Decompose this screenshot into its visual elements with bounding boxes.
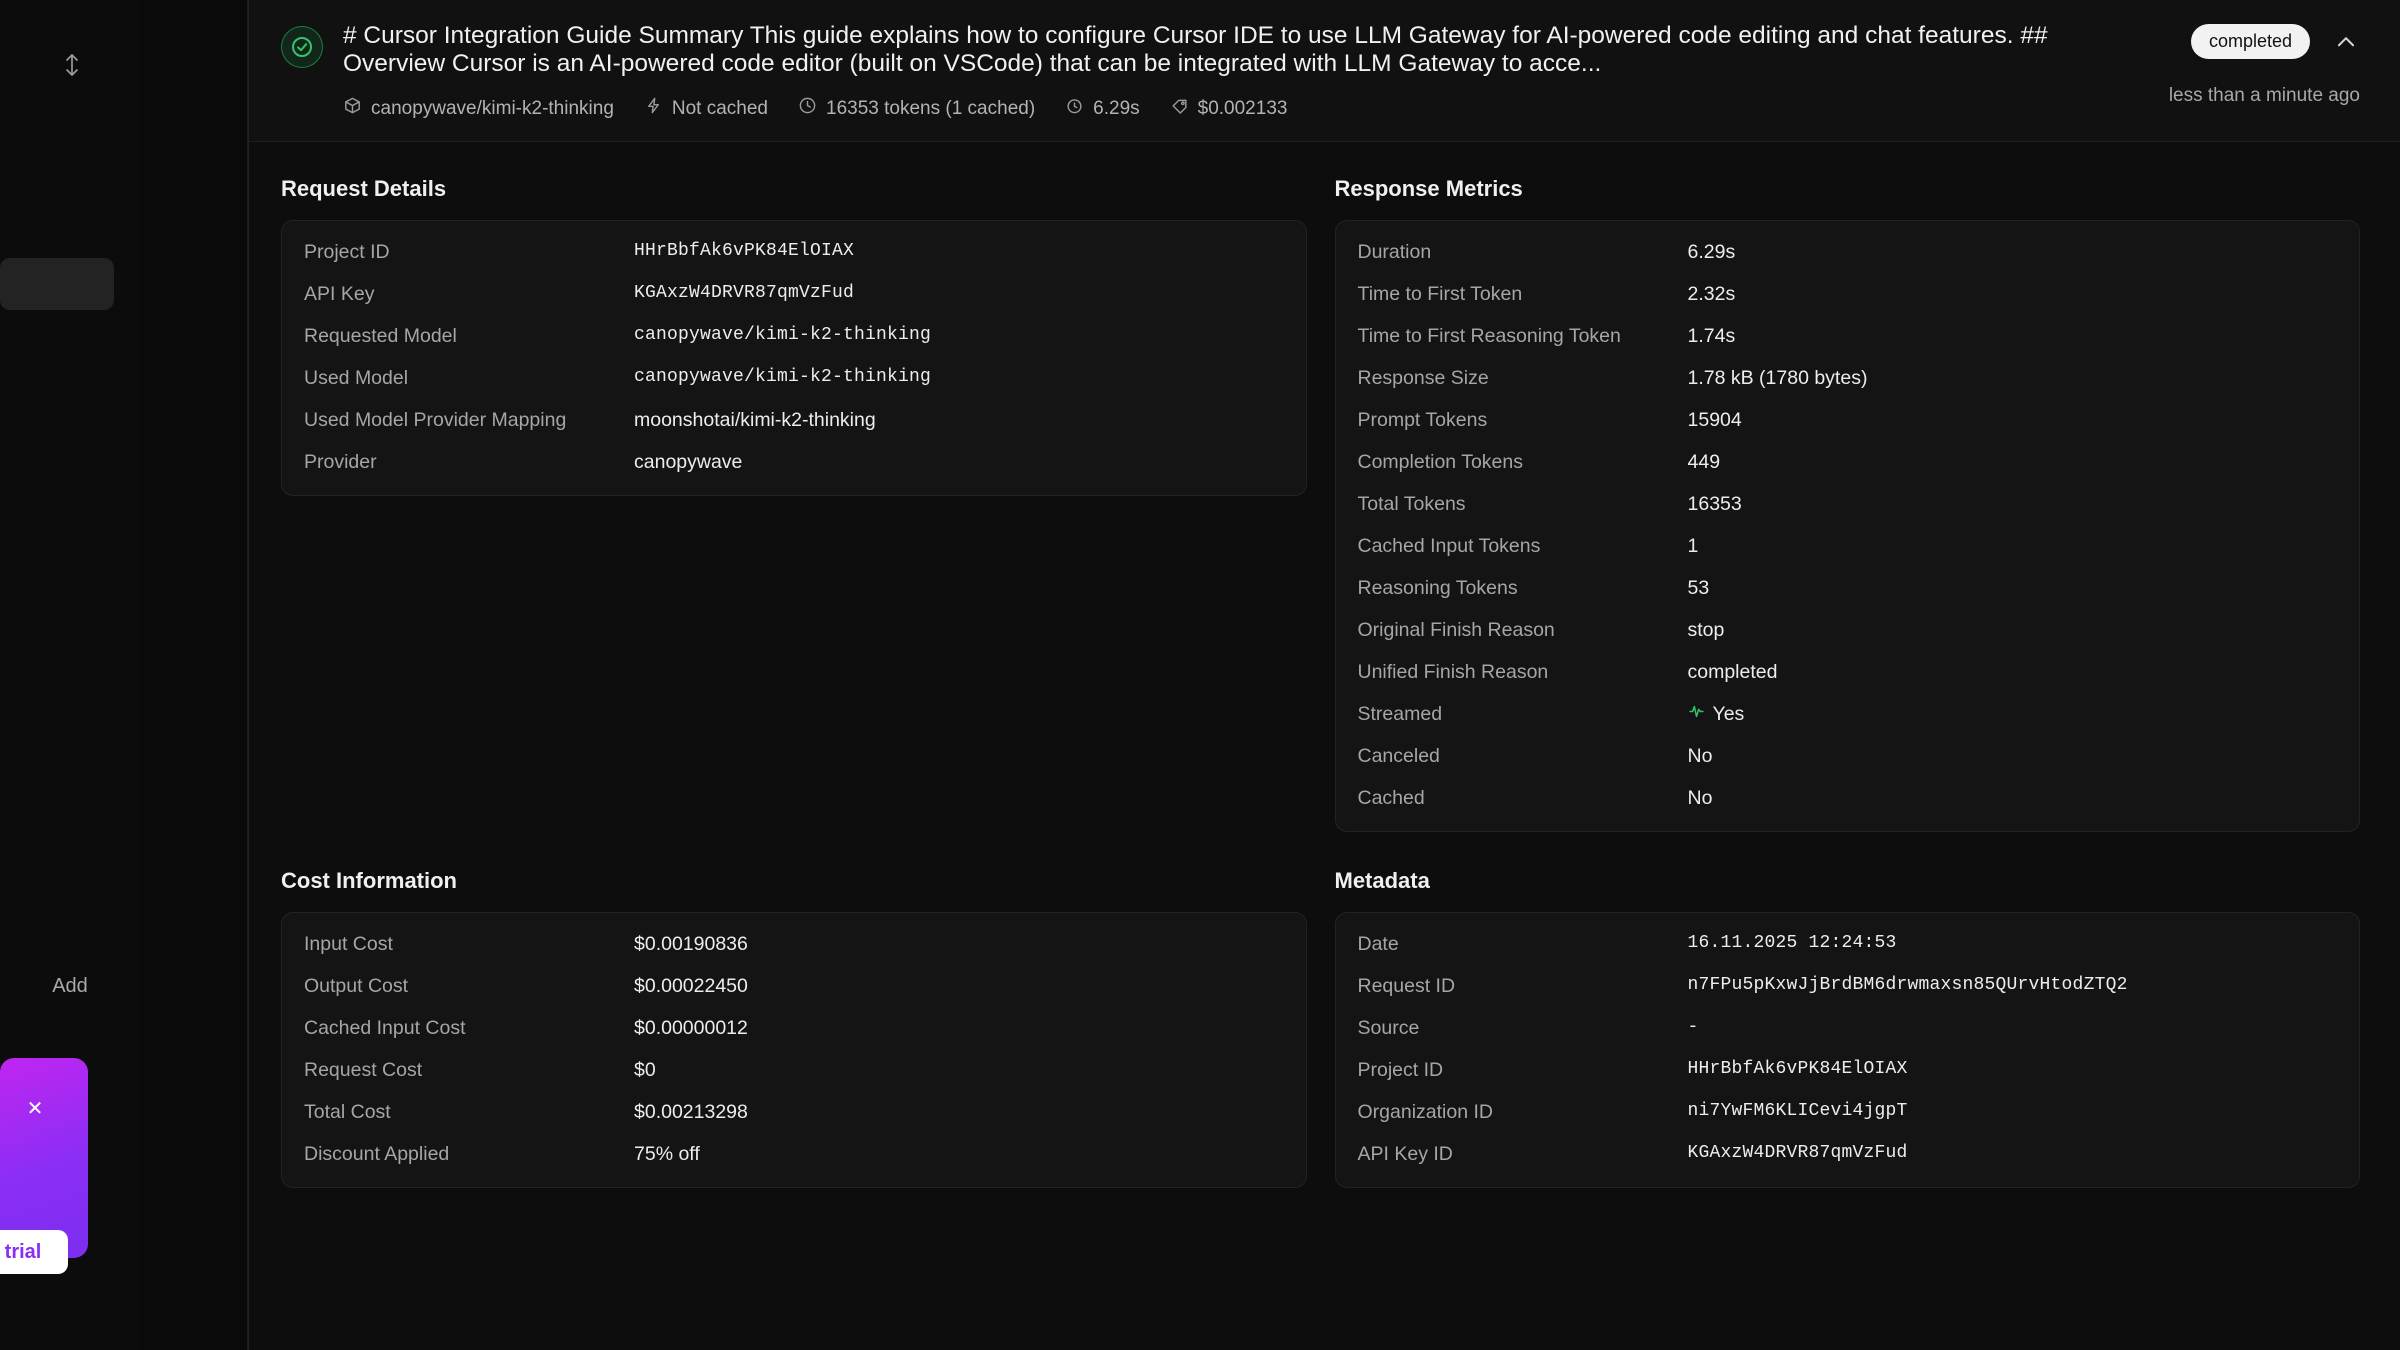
- row-value: canopywave: [634, 450, 743, 473]
- row-value: 1.74s: [1687, 324, 1736, 347]
- row-value: 16.11.2025 12:24:53: [1687, 932, 1897, 953]
- row-key: Time to First Reasoning Token: [1357, 324, 1621, 347]
- row-key: API Key: [304, 282, 375, 305]
- table-row: [1358, 1133, 2338, 1175]
- row-key: Prompt Tokens: [1357, 408, 1488, 431]
- table-row: [1358, 483, 2338, 525]
- row-key: Response Size: [1357, 366, 1489, 389]
- response-metrics-section: [1335, 176, 2361, 832]
- row-key: Discount Applied: [304, 1142, 450, 1165]
- row-value: 75% off: [634, 1142, 700, 1165]
- row-key: Used Model Provider Mapping: [304, 408, 567, 431]
- meta-model: [343, 96, 614, 121]
- row-key: Total Cost: [304, 1100, 391, 1123]
- table-row: [304, 441, 1284, 483]
- row-value: canopywave/kimi-k2-thinking: [634, 324, 932, 345]
- row-value: stop: [1687, 618, 1725, 641]
- row-value: No: [1687, 786, 1713, 809]
- row-key: Cached Input Cost: [304, 1016, 466, 1039]
- row-value: 1.78 kB (1780 bytes): [1687, 366, 1868, 389]
- tag-icon: [1170, 96, 1189, 121]
- row-value: $0.00022450: [634, 974, 748, 997]
- table-row: [304, 357, 1284, 399]
- meta-cache: [644, 96, 768, 121]
- row-value: HHrBbfAk6vPK84ElOIAX: [634, 240, 855, 261]
- header-right: [2169, 22, 2360, 107]
- row-key: Used Model: [304, 366, 409, 389]
- sort-vertical-icon[interactable]: [58, 48, 86, 82]
- row-key: Requested Model: [304, 324, 457, 347]
- bolt-icon: [644, 96, 663, 121]
- row-value: 15904: [1687, 408, 1742, 431]
- row-key: Organization ID: [1357, 1100, 1493, 1123]
- table-row: [1358, 1049, 2338, 1091]
- row-key: Canceled: [1357, 744, 1440, 767]
- table-row: [1358, 231, 2338, 273]
- activity-icon: [1688, 703, 1705, 726]
- status-badge: completed: [2191, 24, 2310, 59]
- table-row: [304, 1049, 1284, 1091]
- table-row: [1358, 315, 2338, 357]
- table-row: [304, 1091, 1284, 1133]
- row-key: Project ID: [304, 240, 390, 263]
- row-value: -: [1687, 1016, 1699, 1037]
- sidebar-selected-chip[interactable]: [0, 258, 114, 310]
- row-key: Date: [1357, 932, 1399, 955]
- table-row: [1358, 923, 2338, 965]
- table-row: [1358, 441, 2338, 483]
- row-key: Reasoning Tokens: [1357, 576, 1518, 599]
- row-key: Completion Tokens: [1357, 450, 1523, 473]
- table-row: [1358, 777, 2338, 819]
- clock-icon: [798, 96, 817, 121]
- table-row: [1358, 693, 2338, 735]
- row-value: 1: [1687, 534, 1699, 557]
- table-row: [1358, 965, 2338, 1007]
- table-row: [1358, 399, 2338, 441]
- table-row: [1358, 1091, 2338, 1133]
- table-row: [304, 231, 1284, 273]
- row-value: $0.00213298: [634, 1100, 748, 1123]
- row-value: HHrBbfAk6vPK84ElOIAX: [1687, 1058, 1908, 1079]
- metadata-section: [1335, 868, 2361, 1188]
- table-row: [1358, 273, 2338, 315]
- header-actions: [2191, 24, 2360, 59]
- row-value: 16353: [1687, 492, 1742, 515]
- list-gutter: [140, 0, 248, 1350]
- left-rail: [0, 0, 140, 1350]
- row-key: Request ID: [1357, 974, 1456, 997]
- detail-content: [249, 142, 2400, 1224]
- row-key: Cached Input Tokens: [1357, 534, 1541, 557]
- add-button[interactable]: Add: [52, 975, 88, 997]
- row-value: KGAxzW4DRVR87qmVzFud: [634, 282, 855, 303]
- close-icon[interactable]: ✕: [26, 1098, 44, 1120]
- check-circle-icon: [281, 26, 323, 68]
- chevron-up-icon[interactable]: [2332, 28, 2360, 56]
- row-value: ni7YwFM6KLICevi4jgpT: [1687, 1100, 1908, 1121]
- meta-duration-label: 6.29s: [1093, 97, 1140, 119]
- row-value: 449: [1687, 450, 1721, 473]
- meta-cost: [1170, 96, 1288, 121]
- table-row: [304, 315, 1284, 357]
- log-detail-panel: [248, 0, 2400, 1350]
- row-key: Request Cost: [304, 1058, 423, 1081]
- row-value: 2.32s: [1687, 282, 1736, 305]
- table-row: [1358, 609, 2338, 651]
- row-value: n7FPu5pKxwJjBrdBM6drwmaxsn85QUrvHtodZTQ2: [1687, 974, 2128, 995]
- row-key: API Key ID: [1357, 1142, 1453, 1165]
- meta-model-label: canopywave/kimi-k2-thinking: [371, 97, 614, 119]
- table-row: [1358, 525, 2338, 567]
- row-value: No: [1687, 744, 1713, 767]
- row-key: Source: [1357, 1016, 1420, 1039]
- meta-cost-label: $0.002133: [1197, 97, 1288, 119]
- cost-information-title: Cost Information: [281, 868, 457, 894]
- timer-icon: [1065, 96, 1084, 121]
- table-row: [1358, 357, 2338, 399]
- row-key: Output Cost: [304, 974, 409, 997]
- table-row: [304, 399, 1284, 441]
- table-row: [1358, 651, 2338, 693]
- row-value: 6.29s: [1687, 240, 1736, 263]
- row-value: 53: [1687, 576, 1710, 599]
- header-meta-row: [343, 96, 2149, 121]
- table-row: [304, 1007, 1284, 1049]
- request-details-card: [281, 220, 1307, 496]
- row-value: completed: [1687, 660, 1778, 683]
- table-row: [304, 923, 1284, 965]
- row-key: Time to First Token: [1357, 282, 1523, 305]
- cost-information-card: [281, 912, 1307, 1188]
- row-key: Total Tokens: [1357, 492, 1466, 515]
- metadata-card: [1335, 912, 2361, 1188]
- row-value: $0.00000012: [634, 1016, 748, 1039]
- row-key: Unified Finish Reason: [1357, 660, 1549, 683]
- cost-information-section: [281, 868, 1307, 1188]
- table-row: [304, 1133, 1284, 1175]
- box-icon: [343, 96, 362, 121]
- row-value: Yes: [1712, 702, 1745, 725]
- table-row: [1358, 735, 2338, 777]
- trial-button[interactable]: trial: [0, 1230, 68, 1274]
- table-row: [304, 965, 1284, 1007]
- page-title: # Cursor Integration Guide Summary This guide explains how to configure Cursor IDE to use LLM Gateway for AI-powered code editing and chat features. ## Overview Cursor is an AI-powered code editor (built on VSCode) that can be integrated with LLM Gateway to acce...: [343, 22, 2048, 77]
- meta-tokens: [798, 96, 1035, 121]
- row-key: Original Finish Reason: [1357, 618, 1555, 641]
- response-metrics-title: Response Metrics: [1334, 176, 1523, 202]
- row-key: Input Cost: [304, 932, 393, 955]
- row-key: Streamed: [1357, 702, 1443, 725]
- meta-tokens-label: 16353 tokens (1 cached): [826, 97, 1036, 119]
- detail-header: [249, 0, 2400, 142]
- relative-timestamp: less than a minute ago: [2168, 85, 2360, 106]
- table-row: [1358, 567, 2338, 609]
- table-row: [304, 273, 1284, 315]
- row-value: $0: [634, 1058, 656, 1081]
- row-value: $0.00190836: [634, 932, 748, 955]
- table-row: [1358, 1007, 2338, 1049]
- row-key: Cached: [1357, 786, 1425, 809]
- row-key: Project ID: [1357, 1058, 1444, 1081]
- row-value: moonshotai/kimi-k2-thinking: [634, 408, 876, 431]
- meta-duration: [1065, 96, 1139, 121]
- row-key: Duration: [1357, 240, 1432, 263]
- row-value: canopywave/kimi-k2-thinking: [634, 366, 932, 387]
- row-key: Provider: [304, 450, 377, 473]
- promo-card[interactable]: [0, 1058, 88, 1258]
- response-metrics-card: [1335, 220, 2361, 832]
- request-details-section: [281, 176, 1307, 832]
- request-details-title: Request Details: [281, 176, 447, 202]
- meta-cache-label: Not cached: [671, 97, 769, 119]
- metadata-title: Metadata: [1334, 868, 1430, 894]
- row-value: KGAxzW4DRVR87qmVzFud: [1687, 1142, 1908, 1163]
